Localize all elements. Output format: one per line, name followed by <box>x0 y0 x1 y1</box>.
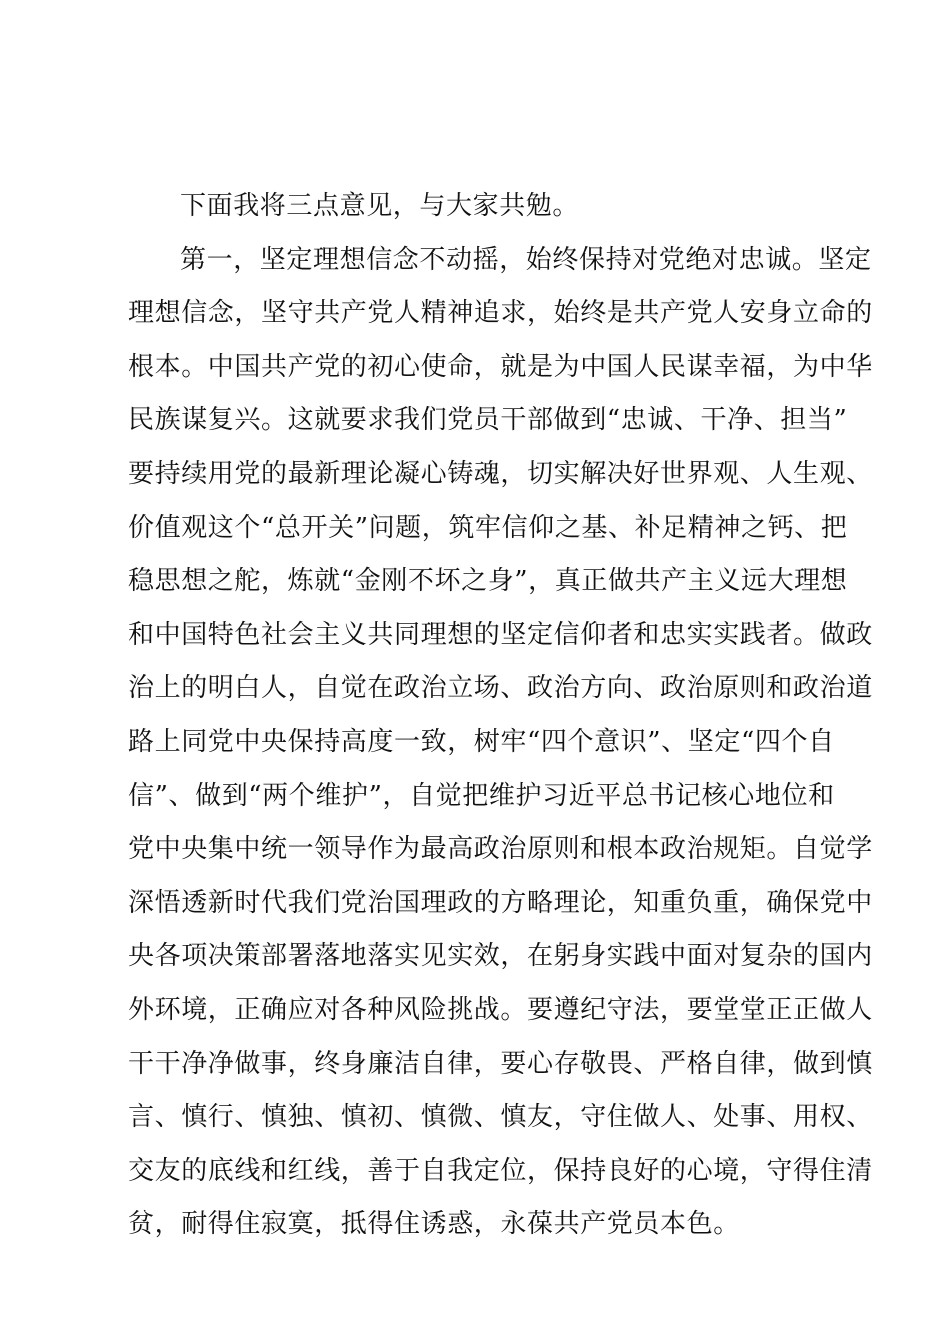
text-line: 价值观这个“总开关”问题，筑牢信仰之基、补足精神之钙、把 <box>128 512 848 543</box>
text-line: 贫，耐得住寂寞，抵得住诱惑，永葆共产党员本色。 <box>128 1209 740 1240</box>
text-line: 信”、做到“两个维护”，自觉把维护习近平总书记核心地位和 <box>128 780 835 811</box>
paragraph-point-one <box>128 234 873 1252</box>
text-line: 民族谋复兴。这就要求我们党员干部做到“忠诚、干净、担当” <box>128 405 848 436</box>
text-line: 第一，坚定理想信念不动摇，始终保持对党绝对忠诚。坚定 <box>180 244 872 275</box>
text-line: 言、慎行、慎独、慎初、慎微、慎友，守住做人、处事、用权、 <box>128 1102 873 1133</box>
text-line: 路上同党中央保持高度一致，树牢“四个意识”、坚定“四个自 <box>128 726 835 757</box>
text-line: 根本。中国共产党的初心使命，就是为中国人民谋幸福，为中华 <box>128 351 873 382</box>
document-body <box>128 180 873 1252</box>
text-line: 交友的底线和红线，善于自我定位，保持良好的心境，守得住清 <box>128 1155 873 1186</box>
text-line: 干干净净做事，终身廉洁自律，要心存敬畏、严格自律，做到慎 <box>128 1048 873 1079</box>
text-line: 党中央集中统一领导作为最高政治原则和根本政治规矩。自觉学 <box>128 834 873 865</box>
text-line: 央各项决策部署落地落实见实效，在躬身实践中面对复杂的国内 <box>128 941 873 972</box>
paragraph-intro <box>128 180 848 234</box>
text-line: 和中国特色社会主义共同理想的坚定信仰者和忠实实践者。做政 <box>128 619 873 650</box>
text-line: 下面我将三点意见，与大家共勉。 <box>180 191 580 221</box>
text-line: 理想信念，坚守共产党人精神追求，始终是共产党人安身立命的 <box>128 298 873 329</box>
text-line: 稳思想之舵，炼就“金刚不坏之身”，真正做共产主义远大理想 <box>128 566 848 597</box>
text-line: 要持续用党的最新理论凝心铸魂，切实解决好世界观、人生观、 <box>128 458 873 489</box>
text-line: 治上的明白人，自觉在政治立场、政治方向、政治原则和政治道 <box>128 673 873 704</box>
text-line: 外环境，正确应对各种风险挑战。要遵纪守法，要堂堂正正做人 <box>128 994 873 1025</box>
text-line: 深悟透新时代我们党治国理政的方略理论，知重负重，确保党中 <box>128 887 873 918</box>
